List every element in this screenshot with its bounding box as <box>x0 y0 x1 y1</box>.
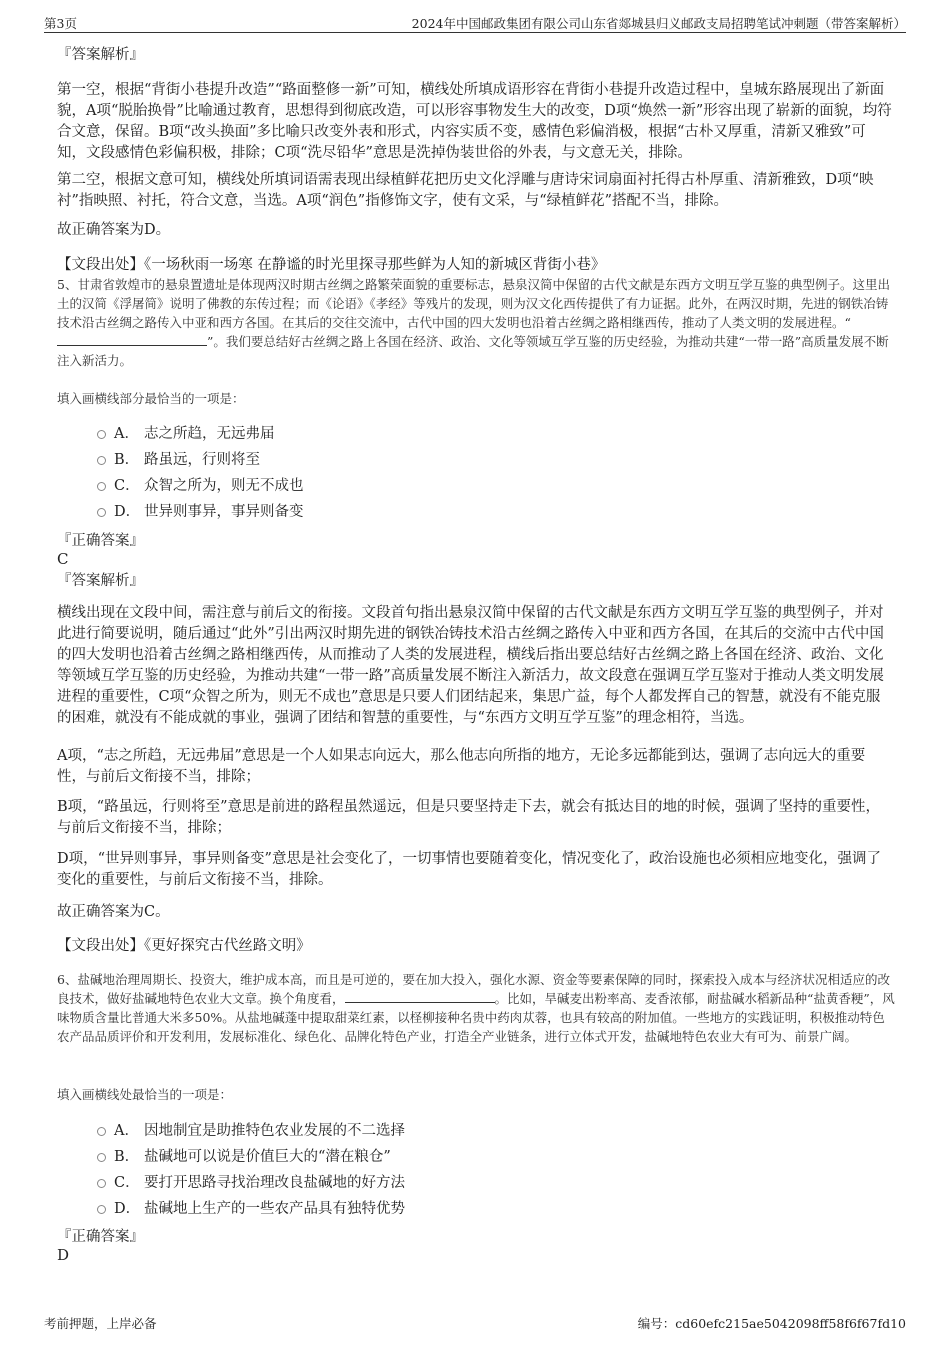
q4-analysis-p1: 第一空，根据“背街小巷提升改造”“路面整修一新”可知，横线处所填成语形容在背街小巷提升改造过程中，皇城东路展现出了新面貌，A项“脱胎换骨”比喻通过教育，思想得到彻底改造，可以形容事物发生大的改变，D项“焕然一新”形容出现了崭新的面貌，均符合文意，保留。B项“改头换面”多比喻只改变外表和形式，内容实质不变，感情色彩偏消极，根据“古朴又厚重，清新又雅致”可知，文段感情色彩偏积极，排除；C项“洗尽铅华”意思是洗掉伪装世俗的外表，与文意无关，排除。 <box>57 82 892 161</box>
q5-answer: C <box>57 550 69 568</box>
page-number: 第3页 <box>44 16 77 31</box>
q5-fill-blank <box>57 333 207 346</box>
q4-source: 【文段出处】《一场秋雨一场寒 在静谧的时光里探寻那些鲜为人知的新城区背街小巷》 <box>57 257 606 273</box>
q6-fill-blank <box>345 990 495 1003</box>
q5-option-b[interactable]: B． 路虽远，行则将至 <box>97 447 304 473</box>
radio-icon[interactable] <box>97 508 106 517</box>
footer-id: 编号：cd60efc215ae5042098ff58f6f67fd10 <box>637 1316 906 1331</box>
q5-stem: 5、甘肃省敦煌市的悬泉置遗址是体现两汉时期古丝绸之路繁荣面貌的重要标志，悬泉汉简中保留的古代文献是东西方文明互学互鉴的典型例子。这里出土的汉简《浮屠简》说明了佛教的东传过程；而《论语》《孝经》等残片的发现，则为汉文化西传提供了有力证据。此外，在两汉时期，先进的钢铁冶铸技术沿古丝绸之路传入中亚和西方各国。在其后的交往交流中，古代中国的四大发明也沿着古丝绸之路相继西传，推动了人类文明的发展进程。“”。我们要总结好古丝绸之路上各国在经济、政治、文化等领域互学互鉴的历史经验，为推动共建“一带一路”高质量发展不断注入新活力。 <box>57 277 890 368</box>
q5-prompt: 填入画横线部分最恰当的一项是： <box>57 391 245 406</box>
page-header <box>44 12 906 33</box>
q6-stem: 6、盐碱地治理周期长、投资大，维护成本高，而且是可逆的，要在加大投入，强化水源、资金等要素保障的同时，探索投入成本与经济状况相适应的改良技术，做好盐碱地特色农业大文章。换个角度看， 。比如，旱碱麦出粉率高、麦香浓郁，耐盐碱水稻新品种“盐黄香粳”，风味物质含量比普通大米多50%。从盐地碱蓬中提取甜菜红素，以柽柳接种名贵中药肉苁蓉，也具有较高的附加值。一些地方的实践证明，积极推动特色农产品品质评价和开发利用，发展标准化、绿色化、品牌化特色产业，打造全产业链条，进行立体式开发，盐碱地特色农业大有可为、前景广阔。 <box>57 972 895 1044</box>
radio-icon[interactable] <box>97 1205 106 1214</box>
document-title: 2024年中国邮政集团有限公司山东省郯城县归义邮政支局招聘笔试冲刺题（带答案解析） <box>411 16 906 31</box>
radio-icon[interactable] <box>97 430 106 439</box>
q5-option-d[interactable]: D． 世异则事异，事异则备变 <box>97 499 304 525</box>
q6-answer-label: 『正确答案』 <box>57 1229 144 1245</box>
q5-option-c[interactable]: C． 众智之所为，则无不成也 <box>97 473 304 499</box>
q6-option-a[interactable]: A． 因地制宜是助推特色农业发展的不二选择 <box>97 1118 405 1144</box>
q5-analysis-p3: B项，“路虽远，行则将至”意思是前进的路程虽然遥远，但是只要坚持走下去，就会有抵达目的地的时候，强调了坚持的重要性，与前后文衔接不当，排除； <box>57 799 880 836</box>
q6-option-d[interactable]: D． 盐碱地上生产的一些农产品具有独特优势 <box>97 1196 405 1222</box>
radio-icon[interactable] <box>97 482 106 491</box>
q5-analysis-p1: 横线出现在文段中间，需注意与前后文的衔接。文段首句指出悬泉汉简中保留的古代文献是东西方文明互学互鉴的典型例子，并对此进行简要说明，随后通过“此外”引出两汉时期先进的钢铁冶铸技术沿古丝绸之路传入中亚和西方各国，在其后的交流中古代中国的四大发明也沿着古丝绸之路相继西传，从而推动了人类的发展进程，横线后指出要总结好古丝绸之路上各国在经济、政治、文化等领域互学互鉴的历史经验，为推动共建“一带一路”高质量发展不断注入新活力，故文段意在强调互学互鉴对于推动人类文明发展进程的重要性，C项“众智之所为，则无不成也”意思是只要人们团结起来，集思广益，每个人都发挥自己的智慧，就没有不能克服的困难，就没有不能成就的事业，强调了团结和智慧的重要性，与“东西方文明互学互鉴”的理念相符，当选。 <box>57 605 884 726</box>
q4-analysis-label: 『答案解析』 <box>57 47 144 63</box>
q5-source: 【文段出处】《更好探究古代丝路文明》 <box>57 938 311 954</box>
q4-analysis-p3: 故正确答案为D。 <box>57 222 171 238</box>
q5-analysis-p5: 故正确答案为C。 <box>57 904 170 920</box>
q5-analysis-label: 『答案解析』 <box>57 573 144 589</box>
q6-options <box>97 1118 405 1222</box>
q6-option-c[interactable]: C． 要打开思路寻找治理改良盐碱地的好方法 <box>97 1170 405 1196</box>
radio-icon[interactable] <box>97 1179 106 1188</box>
q6-prompt: 填入画横线处最恰当的一项是： <box>57 1087 233 1102</box>
q4-analysis-p2: 第二空，根据文意可知，横线处所填词语需表现出绿植鲜花把历史文化浮雕与唐诗宋词扇面衬托得古朴厚重、清新雅致，D项“映衬”指映照、衬托，符合文意，当选。A项“润色”指修饰文字，使有文采，与“绿植鲜花”搭配不当，排除。 <box>57 172 874 209</box>
radio-icon[interactable] <box>97 1127 106 1136</box>
footer-slogan: 考前押题，上岸必备 <box>44 1316 157 1331</box>
q6-answer: D <box>57 1246 70 1264</box>
q5-options <box>97 421 304 525</box>
q5-option-a[interactable]: A． 志之所趋，无远弗届 <box>97 421 304 447</box>
q5-answer-label: 『正确答案』 <box>57 533 144 549</box>
q5-analysis-p2: A项，“志之所趋，无远弗届”意思是一个人如果志向远大，那么他志向所指的地方，无论多远都能到达，强调了志向远大的重要性，与前后文衔接不当，排除； <box>57 748 866 785</box>
radio-icon[interactable] <box>97 456 106 465</box>
radio-icon[interactable] <box>97 1153 106 1162</box>
q6-option-b[interactable]: B． 盐碱地可以说是价值巨大的“潜在粮仓” <box>97 1144 405 1170</box>
q5-analysis-p4: D项，“世异则事异，事异则备变”意思是社会变化了，一切事情也要随着变化，情况变化了，政治设施也必须相应地变化，强调了变化的重要性，与前后文衔接不当，排除。 <box>57 851 881 888</box>
